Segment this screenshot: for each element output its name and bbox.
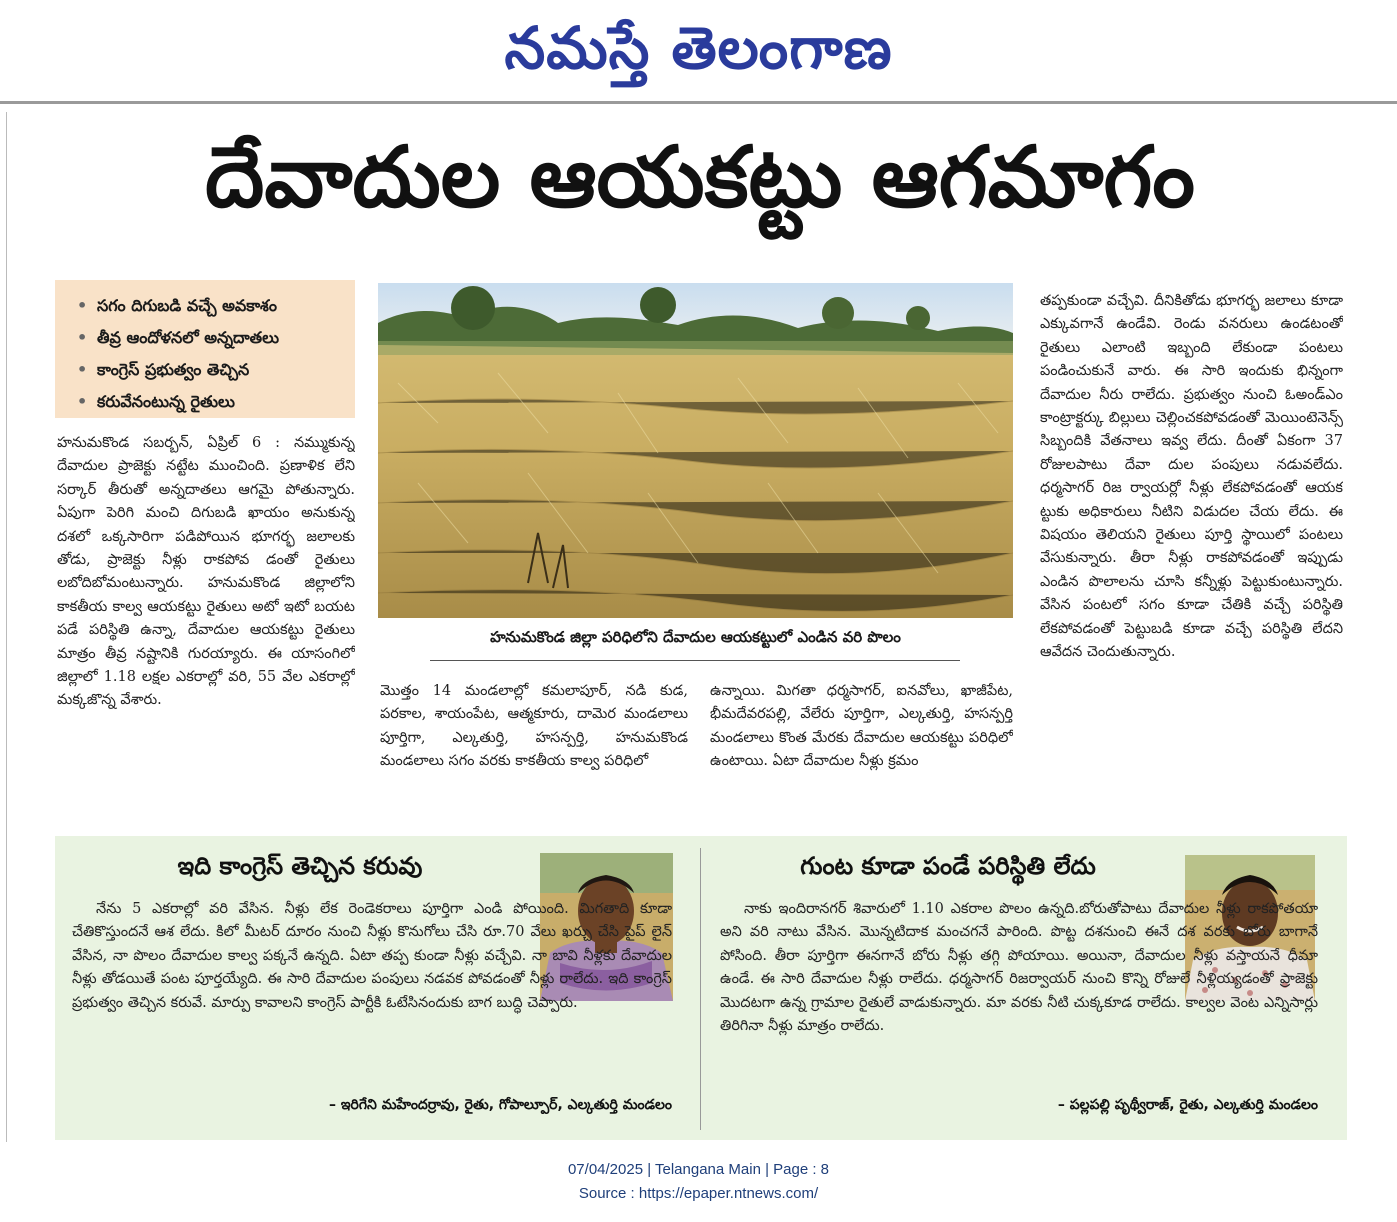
quote-2-heading: గుంట కూడా పండే పరిస్థితి లేదు <box>800 852 1096 880</box>
article-column-3: ఉన్నాయి. మిగతా ధర్మసాగర్, ఐనవోలు, ఖాజీపేట, భీమదేవరపల్లి, వేలేరు పూర్తిగా, ఎల్కతుర్తి, హసన్పర్తి మండలాలు కొంత మేరకు దేవాదుల ఆయకట్టు పరిధిలో ఉంటాయి. ఏటా దేవాదుల నీళ్లు క్రమం <box>710 683 1013 770</box>
page-edge-line <box>6 112 7 1142</box>
highlight-item: • తీవ్ర ఆందోళనలో అన్నదాతలు <box>75 322 345 354</box>
quote-2-text: నాకు ఇందిరానగర్ శివారులో 1.10 ఎకరాల పొలం ఉన్నది.బోరుతోపాటు దేవాదుల నీళ్లు రాకపోతయా అని వరి నాటు వేసిన. మొన్నటిదాక మంచగనే పారింది. పొట్ట దశనుంచి ఈనే దశ వరకు బోరు బాగానే పోసింది. తీరా పూర్తిగా ఈనగానే బోరు నీళ్లు తగ్గి పోయాయి. అయినా, దేవాదుల నీళ్లు వస్తాయనే ధీమా ఉండే. ఈ సారి దేవాదుల నీళ్లు రాలేదు. ధర్మసాగర్ రిజర్వాయర్ నుంచి కొన్ని రోజులే నీళ్లియ్యడంతో ప్రాజెక్టు మొదటగా ఉన్న గ్రామాల రైతులే వాడుకున్నారు. మా వరకు నీటి చుక్కకూడ రాలేదు. కాల్వల వెంట ఎన్నిసార్లు తిరిగినా నీళ్లు మాత్రం రాలేదు. <box>720 901 1318 1035</box>
article-column-4: తప్పకుండా వచ్చేవి. దీనికితోడు భూగర్భ జలాలు కూడా ఎక్కువగానే ఉండేవి. రెండు వనరులు ఉండటంతో రైతులు ఎలాంటి ఇబ్బంది లేకుండా పంటలు పండించుకునే వారు. ఈ సారి ఇందుకు భిన్నంగా దేవాదుల నీరు రాలేదు. ప్రభుత్వం నుంచి ఓఅండ్ఎం కాంట్రాక్టర్కు బిల్లులు చెల్లించకపోవడంతో మెయింటెనెన్స్ సిబ్బందికి వేతనాలు ఇవ్వ లేదు. దీంతో ఏకంగా 37 రోజులపాటు దేవా దుల పంపులు నడువలేదు. ధర్మసాగర్ రిజ ర్వాయర్లో నీళ్లు లేకపోవడంతో ఆయక ట్టుకు అధికారులు నీటిని విడుదల చేయ లేదు. ఈ విషయం తెలియని రైతులు పూర్తి స్థాయిలో పంటలు వేసుకున్నారు. తీరా నీళ్లు రాకపోవడంతో ఇప్పుడు ఎండిన పొలాలను చూసి కన్నీళ్లు పెట్టుకుంటున్నారు. వేసిన పంటలో సగం కూడా చేతికి వచ్చే పరిస్థితి లేకపోవడంతో పెట్టుబడి కూడా వచ్చే పరిస్థితి లేదని ఆవేదన చెందుతున్నారు. <box>1040 293 1343 661</box>
page-footer <box>0 1158 1397 1206</box>
photo-caption: హనుమకొండ జిల్లా పరిధిలోని దేవాదుల ఆయకట్టులో ఎండిన వరి పొలం <box>490 628 901 646</box>
source-link[interactable]: Source : https://epaper.ntnews.com/ <box>578 1185 819 1202</box>
caption-underline <box>430 660 960 661</box>
highlight-item: • సగం దిగుబడి వచ్చే అవకాశం <box>75 290 345 322</box>
edition-info: 07/04/2025 | Telangana Main | Page : 8 <box>567 1161 830 1178</box>
quote-1-attribution: – ఇరిగేని మహేందర్రావు, రైతు, గోపాల్పూర్, ఎల్కతుర్తి మండలం <box>329 1097 672 1113</box>
quote-1-heading: ఇది కాంగ్రెస్ తెచ్చిన కరువు <box>177 852 423 880</box>
highlight-item: • కాంగ్రెస్ ప్రభుత్వం తెచ్చిన <box>75 354 345 386</box>
highlight-item-continued: • కరువేనంటున్న రైతులు <box>75 386 345 418</box>
dried-paddy-field-image <box>378 283 1013 618</box>
article-headline: దేవాదుల ఆయకట్టు ఆగమాగం <box>205 128 1195 226</box>
paddy-field-photo <box>378 283 1013 618</box>
quote-2-attribution: – పల్లపల్లి పృథ్వీరాజ్, రైతు, ఎల్కతుర్తి మండలం <box>1057 1097 1318 1113</box>
article-column-2: మొత్తం 14 మండలాల్లో కమలాపూర్, నడి కుడ, పరకాల, శాయంపేట, ఆత్మకూరు, దామెర మండలాలు పూర్తిగా, ఎల్కతుర్తి, హసన్పర్తి, హనుమకొండ మండలాలు సగం వరకు కాకతీయ కాల్వ పరిధిలో <box>380 683 688 770</box>
highlights-box <box>55 280 355 418</box>
masthead-divider <box>0 101 1397 104</box>
quote-divider <box>700 848 701 1130</box>
masthead <box>0 0 1397 100</box>
newspaper-logo: నమస్తే తెలంగాణ <box>504 14 893 82</box>
quote-1-text: నేను 5 ఎకరాల్లో వరి వేసిన. నీళ్లు లేక రెండెకరాలు పూర్తిగా ఎండి పోయింది. మిగతాది కూడా చేతికొస్తుందనే ఆశ లేదు. కిలో మీటర్ దూరం నుంచి నీళ్లు కొనుగోలు చేసి రూ.70 వేలు ఖర్చు చేసి పైప్ లైన్ వేసిన, నా పొలం దేవాదుల కాల్వ పక్కనే ఉన్నది. ఏటా తప్ప కుండా నీళ్లు వచ్చేవి. నా బావి నీళ్లకు దేవాదుల నీళ్లు తోడయితే పంట పూర్తయ్యేది. ఈ సారి దేవాదుల పంపులు నడవక పోవడంతో నీళ్లు రాలేదు. ఇది కాంగ్రెస్ ప్రభుత్వం తెచ్చిన కరువే. మార్పు కావాలని కాంగ్రెస్ పార్టీకి ఓటేసినందుకు బాగ బుద్ధి చెప్పారు. <box>72 901 672 1011</box>
article-column-1: హనుమకొండ సబర్బన్, ఏప్రిల్ 6 : నమ్ముకున్న దేవాదుల ప్రాజెక్టు నట్టేట ముంచింది. ప్రణాళిక లేని సర్కార్ తీరుతో అన్నదాతలు ఆగమై పోతున్నారు. ఏపుగా పెరిగి మంచి దిగుబడి ఖాయం అనుకున్న దశలో ఒక్కసారిగా పడిపోయిన భూగర్భ జలాలకు తోడు, ప్రాజెక్టు నీళ్లు రాకపోవ డంతో రైతులు లబోదిబోమంటున్నారు. హనుమకొండ జిల్లాలోని కాకతీయ కాల్వ ఆయకట్టు రైతులు అటో ఇటో బయట పడే పరిస్థితి ఉన్నా, దేవాదుల ఆయకట్టు రైతులు మాత్రం తీవ్ర నష్టానికి గురయ్యారు. ఈ యాసంగిలో జిల్లాలో 1.18 లక్షల ఎకరాల్లో వరి, 55 వేల ఎకరాల్లో మక్కజొన్న వేశారు. <box>57 435 355 709</box>
